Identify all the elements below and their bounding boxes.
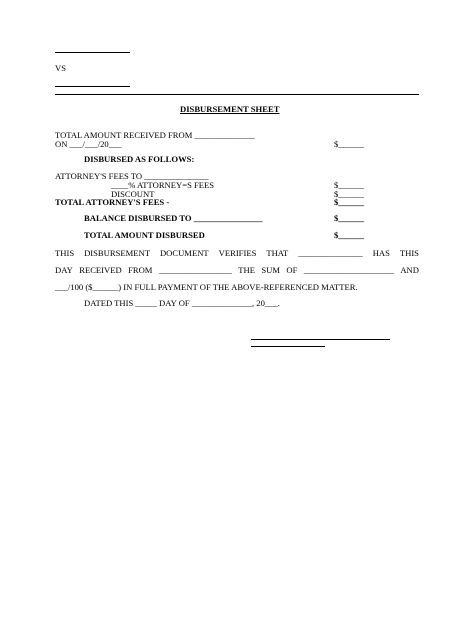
received-from-line: TOTAL AMOUNT RECEIVED FROM ______________	[55, 130, 255, 140]
total-disbursed-label: TOTAL AMOUNT DISBURSED	[84, 230, 205, 240]
verify-word: SUM	[261, 265, 280, 275]
discount-amount: $______	[334, 189, 365, 199]
attorney-percent-fees: ____% ATTORNEY=S FEES	[111, 180, 215, 190]
verify-blank: _________________	[158, 265, 232, 275]
verify-word: DAY	[55, 265, 73, 275]
verify-word: FROM	[128, 265, 153, 275]
verify-word: DISBURSEMENT	[84, 248, 150, 258]
discount-label: DISCOUNT	[111, 189, 155, 199]
received-date-line: ON ___/___/20___	[55, 139, 122, 149]
attorney-percent-amount: $______	[334, 180, 365, 190]
caption-rule	[55, 94, 419, 95]
verify-word: DOCUMENT	[159, 248, 209, 258]
party-two-line	[55, 86, 130, 87]
verify-line-1	[55, 248, 419, 258]
balance-disbursed-label: BALANCE DISBURSED TO ________________	[84, 213, 263, 223]
verify-blank: _____________________	[303, 265, 394, 275]
total-attorney-fees-amount: $______	[334, 197, 365, 207]
party-one-line	[55, 52, 130, 53]
verify-word: RECEIVED	[79, 265, 122, 275]
signature-line	[251, 339, 390, 340]
verify-word: OF	[286, 265, 298, 275]
vs-label: VS	[55, 63, 66, 73]
dated-line: DATED THIS _____ DAY OF ______________, 20___.	[84, 298, 280, 308]
verify-word: THIS	[399, 248, 419, 258]
total-attorney-fees-label: TOTAL ATTORNEY'S FEES -	[55, 197, 170, 207]
balance-disbursed-amount: $______	[334, 213, 365, 223]
document-title: DISBURSEMENT SHEET	[180, 104, 280, 114]
received-amount: $______	[334, 139, 365, 149]
verify-word: THAT	[266, 248, 289, 258]
verify-word: VERIFIES	[218, 248, 257, 258]
verify-line-2	[55, 265, 419, 275]
attorney-fees-to-line: ATTORNEY'S FEES TO _______________	[55, 171, 209, 181]
verify-word: AND	[400, 265, 419, 275]
signature-name-line	[251, 346, 325, 347]
verify-word: THIS	[55, 248, 75, 258]
disbursed-heading: DISBURSED AS FOLLOWS:	[84, 154, 195, 164]
verify-line-3: ___/100 ($______) IN FULL PAYMENT OF THE ABOVE-REFERENCED MATTER.	[55, 282, 358, 292]
verify-word: HAS	[372, 248, 390, 258]
verify-word: THE	[238, 265, 255, 275]
verify-blank: _______________	[298, 248, 363, 258]
total-disbursed-amount: $______	[334, 230, 365, 240]
